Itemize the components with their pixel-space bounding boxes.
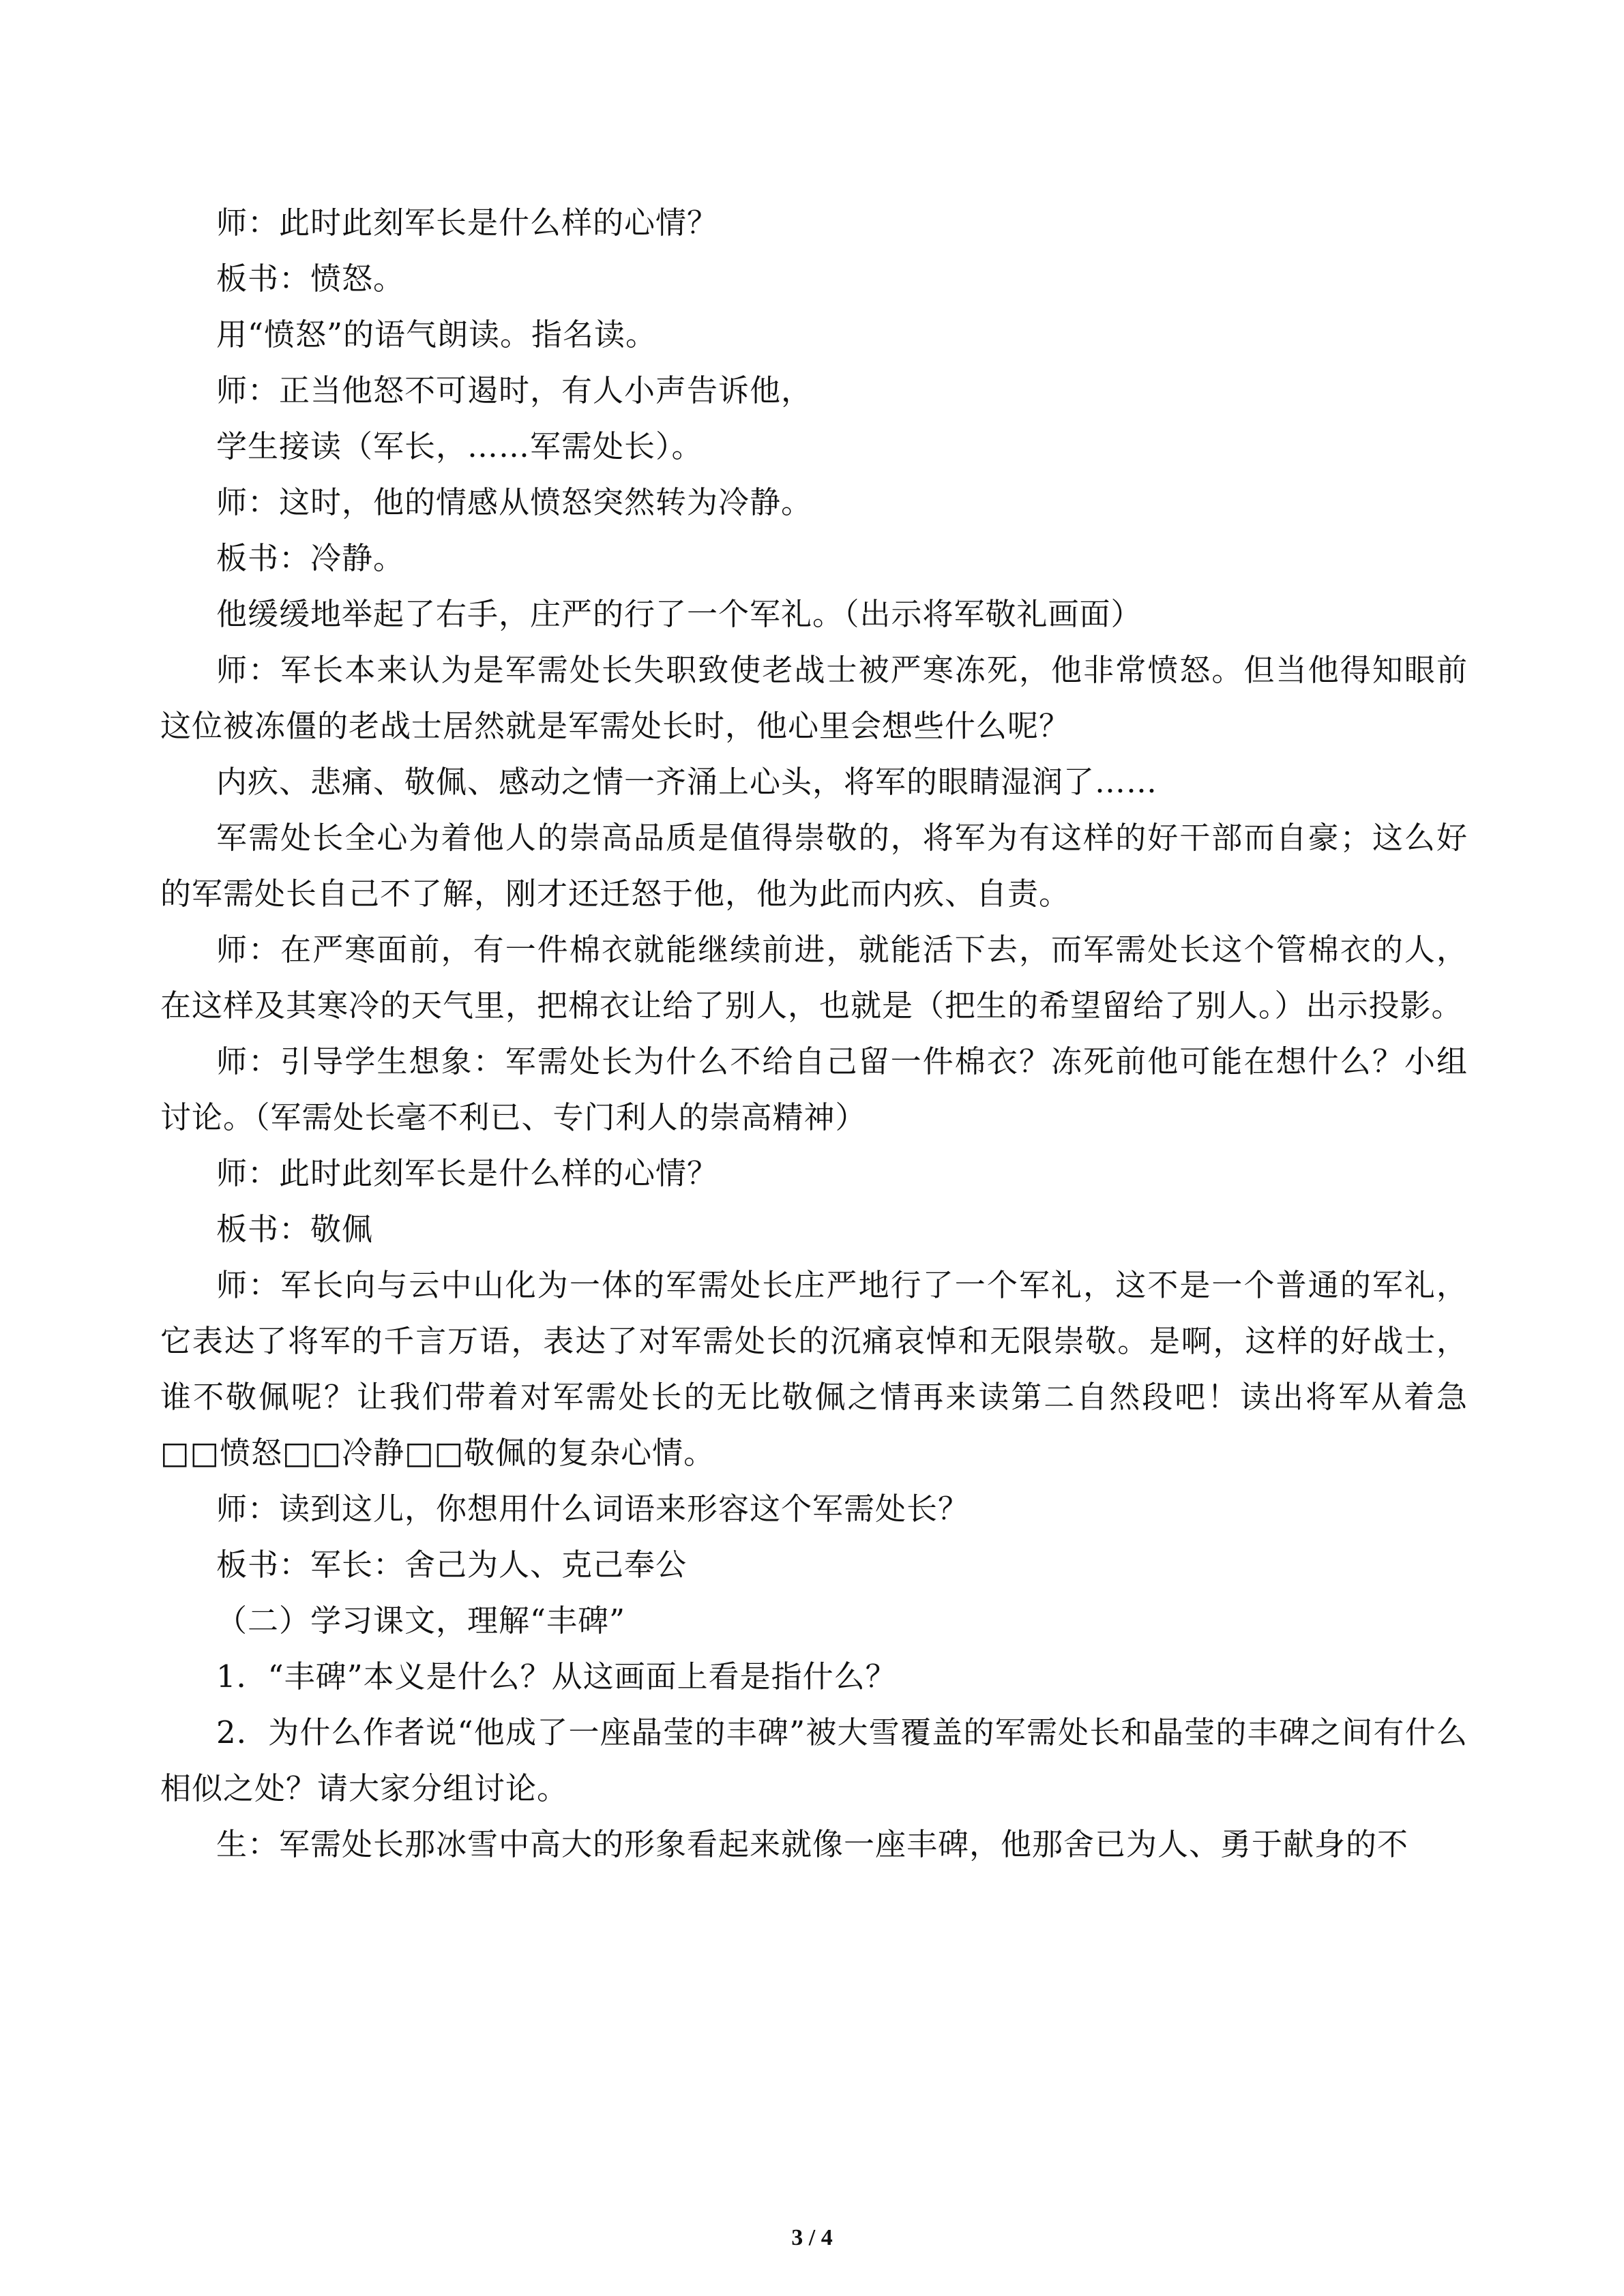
paragraph-3: 用“愤怒”的语气朗读。指名读。 — [216, 316, 658, 353]
paragraph-22: 生：军需处长那冰雪中高大的形象看起来就像一座丰碑，他那舍已为人、勇于献身的不 — [216, 1826, 1409, 1862]
paragraph-20: 1．“丰碑”本义是什么？从这画面上看是指什么？ — [216, 1658, 897, 1695]
paragraph-10: 内疚、悲痛、敬佩、感动之情一齐涌上心头，将军的眼睛湿润了…… — [216, 764, 1158, 800]
paragraph-15: 板书：敬佩 — [216, 1211, 374, 1247]
page-number: 3 / 4 — [791, 2225, 833, 2250]
paragraph-17: 师：读到这儿，你想用什么词语来形容这个军需处长？ — [216, 1491, 970, 1527]
paragraph-8: 他缓缓地举起了右手，庄严的行了一个军礼。（出示将军敬礼画面） — [216, 596, 1142, 632]
paragraph-6: 师：这时，他的情感从愤怒突然转为冷静。 — [216, 484, 813, 520]
paragraph-5: 学生接读（军长，……军需处长）。 — [216, 428, 703, 464]
paragraph-14: 师：此时此刻军长是什么样的心情？ — [216, 1155, 719, 1191]
document-body — [160, 195, 1468, 1873]
paragraph-11: 军需处长全心为着他人的崇高品质是值得崇敬的，将军为有这样的好干部而自豪；这么好的军需处长自己不了解，刚才还迁怒于他，他为此而内疚、自责。 — [160, 820, 1468, 912]
paragraph-12: 师：在严寒面前，有一件棉衣就能继续前进，就能活下去，而军需处长这个管棉衣的人，在这样及其寒冷的天气里，把棉衣让给了别人，也就是（把生的希望留给了别人。）出示投影。 — [160, 931, 1468, 1024]
paragraph-9: 师：军长本来认为是军需处长失职致使老战士被严寒冻死，他非常愤怒。但当他得知眼前这位被冻僵的老战士居然就是军需处长时，他心里会想些什么呢？ — [160, 652, 1468, 744]
paragraph-2: 板书：愤怒。 — [216, 260, 405, 297]
paragraph-7: 板书：冷静。 — [216, 540, 405, 576]
paragraph-18: 板书：军长：舍己为人、克己奉公 — [216, 1547, 688, 1583]
paragraph-21: 2．为什么作者说“他成了一座晶莹的丰碑”被大雪覆盖的军需处长和晶莹的丰碑之间有什么相似之处？请大家分组讨论。 — [160, 1714, 1468, 1806]
paragraph-19: （二）学习课文，理解“丰碑” — [216, 1602, 626, 1639]
paragraph-4: 师：正当他怒不可遏时，有人小声告诉他， — [216, 372, 813, 408]
paragraph-16: 师：军长向与云中山化为一体的军需处长庄严地行了一个军礼，这不是一个普通的军礼，它表达了将军的千言万语，表达了对军需处长的沉痛哀悼和无限崇敬。是啊，这样的好战士，谁不敬佩呢？让我们带着对军需处长的无比敬佩之情再来读第二自然段吧！读出将军从着急□□愤怒□□冷静□□敬佩的复杂心情。 — [160, 1267, 1468, 1471]
paragraph-13: 师：引导学生想象：军需处长为什么不给自己留一件棉衣？冻死前他可能在想什么？小组讨论。（军需处长毫不利已、专门利人的崇高精神） — [160, 1043, 1468, 1135]
paragraph-1: 师：此时此刻军长是什么样的心情？ — [216, 205, 719, 241]
